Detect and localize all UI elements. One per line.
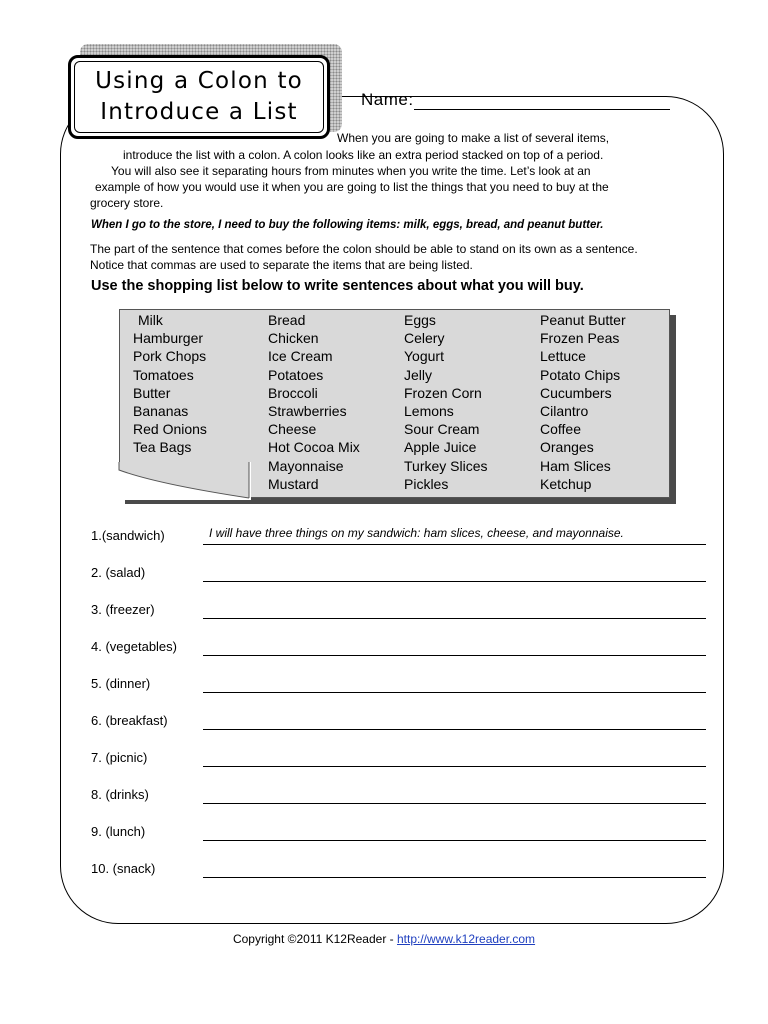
explanation-line-1: The part of the sentence that comes before the colon should be able to stand on its own as a sentence. xyxy=(90,242,638,256)
list-item: Lemons xyxy=(404,403,454,420)
question-label: 6. (breakfast) xyxy=(91,713,168,728)
list-item: Sour Cream xyxy=(404,421,480,438)
title-box xyxy=(68,55,330,139)
list-item: Celery xyxy=(404,330,445,347)
copyright-text: Copyright ©2011 K12Reader - xyxy=(232,932,397,946)
list-item: Ham Slices xyxy=(540,457,611,474)
list-item: Red Onions xyxy=(133,421,207,438)
answer-line[interactable] xyxy=(203,544,706,545)
question-label: 10. (snack) xyxy=(91,861,156,876)
list-item: Yogurt xyxy=(404,348,444,365)
list-column-1 xyxy=(133,311,207,457)
intro-line-4: example of how you would use it when you are going to list the things that you need to buy at the xyxy=(95,180,609,194)
list-item: Potato Chips xyxy=(540,366,621,383)
list-item: Lettuce xyxy=(540,348,586,365)
list-item: Mustard xyxy=(268,475,319,492)
list-item: Tomatoes xyxy=(133,366,194,383)
list-item: Ice Cream xyxy=(268,348,333,365)
answer-line[interactable] xyxy=(203,618,706,619)
list-item: Peanut Butter xyxy=(540,312,626,328)
list-item: Potatoes xyxy=(268,366,324,383)
list-item: Broccoli xyxy=(268,384,318,401)
list-item: Pickles xyxy=(404,475,449,492)
title-inner xyxy=(74,61,324,133)
instruction-heading: Use the shopping list below to write sentences about what you will buy. xyxy=(91,278,584,294)
list-item: Bananas xyxy=(133,403,189,420)
sample-answer: I will have three things on my sandwich: ham slices, cheese, and mayonnaise. xyxy=(209,526,624,540)
explanation-line-2: Notice that commas are used to separate the items that are being listed. xyxy=(90,258,473,272)
question-label: 3. (freezer) xyxy=(91,602,155,617)
list-item: Cucumbers xyxy=(540,384,612,401)
list-item: Turkey Slices xyxy=(404,457,488,474)
answer-line[interactable] xyxy=(203,840,706,841)
question-label: 2. (salad) xyxy=(91,565,146,580)
name-line[interactable] xyxy=(414,91,670,110)
answer-line[interactable] xyxy=(203,581,706,582)
intro-line-3: You will also see it separating hours from minutes when you write the time. Let’s look at an xyxy=(111,164,591,178)
list-item: Butter xyxy=(133,384,171,401)
list-column-4 xyxy=(540,311,626,493)
question-label: 8. (drinks) xyxy=(91,787,149,802)
intro-line-5: grocery store. xyxy=(90,196,164,210)
intro-line-2: introduce the list with a colon. A colon looks like an extra period stacked on top of a period. xyxy=(123,148,604,162)
list-item: Mayonnaise xyxy=(268,457,344,474)
list-item: Bread xyxy=(268,312,306,328)
list-column-3 xyxy=(404,311,488,493)
question-label: 5. (dinner) xyxy=(91,676,151,691)
list-item: Apple Juice xyxy=(404,439,477,456)
list-item: Frozen Corn xyxy=(404,384,482,401)
footer xyxy=(0,932,768,946)
question-label: 1.(sandwich) xyxy=(91,528,165,543)
question-label: 9. (lunch) xyxy=(91,824,146,839)
list-item: Hamburger xyxy=(133,330,204,347)
list-item: Chicken xyxy=(268,330,319,347)
list-item: Jelly xyxy=(404,366,433,383)
list-item: Coffee xyxy=(540,421,581,438)
list-item: Milk xyxy=(138,312,163,328)
title-line-1: Using a Colon to xyxy=(95,68,303,94)
answer-line[interactable] xyxy=(203,655,706,656)
title-line-2: Introduce a List xyxy=(100,99,298,125)
example-sentence: When I go to the store, I need to buy the following items: milk, eggs, bread, and peanut butter. xyxy=(91,219,604,231)
list-item: Cilantro xyxy=(540,403,589,420)
k12reader-link[interactable]: http://www.k12reader.com xyxy=(396,932,536,946)
list-item: Oranges xyxy=(540,439,594,456)
list-item: Frozen Peas xyxy=(540,330,620,347)
list-item: Ketchup xyxy=(540,475,592,492)
list-column-2 xyxy=(268,311,360,493)
question-label: 7. (picnic) xyxy=(91,750,148,765)
list-item: Tea Bags xyxy=(133,439,192,456)
intro-line-1: When you are going to make a list of several items, xyxy=(337,131,610,145)
question-label: 4. (vegetables) xyxy=(91,639,177,654)
name-label: Name: xyxy=(361,90,414,109)
list-item: Strawberries xyxy=(268,403,347,420)
answer-line[interactable] xyxy=(203,877,706,878)
answer-line[interactable] xyxy=(203,692,706,693)
name-field[interactable] xyxy=(361,90,670,110)
list-item: Eggs xyxy=(404,312,436,328)
answer-line[interactable] xyxy=(203,803,706,804)
list-item: Pork Chops xyxy=(133,348,207,365)
answer-line[interactable] xyxy=(203,766,706,767)
list-item: Hot Cocoa Mix xyxy=(268,439,360,456)
list-item: Cheese xyxy=(268,421,317,438)
page-curl xyxy=(117,462,251,500)
answer-line[interactable] xyxy=(203,729,706,730)
